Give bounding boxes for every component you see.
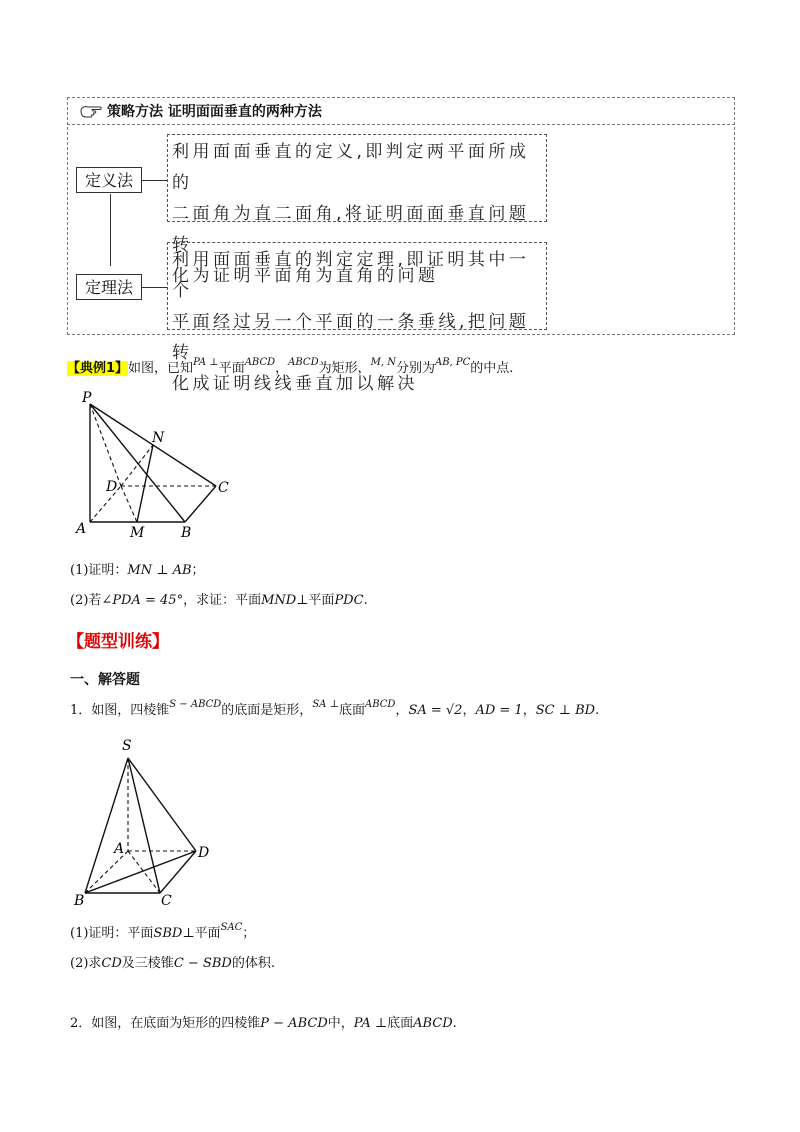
edge-PB <box>90 404 185 522</box>
problem1-question2: (2)求CD及三棱锥C − SBD的体积. <box>70 956 275 971</box>
vertex-label-C: C <box>218 480 229 496</box>
problem2-statement: 2．如图，在底面为矩形的四棱锥P − ABCD中，PA ⊥底面ABCD. <box>70 1016 457 1031</box>
vertex-label-P: P <box>82 390 92 406</box>
method-label-theorem: 定理法 <box>76 274 142 300</box>
method-label-definition: 定义法 <box>76 167 142 193</box>
example1-statement: 【典例1】如图，已知$^{PA \perp}$平面$^{ABCD}$，$^{ABCD}$为矩形，$^{M, N}$分别为$^{AB, PC}$的中点. <box>67 357 514 376</box>
segment-DM <box>121 486 137 522</box>
example1-tag: 【典例1】 <box>67 361 129 376</box>
problem1-figure <box>70 733 230 913</box>
example1-figure <box>70 390 250 550</box>
method-desc-line: 平面经过另一个平面的一条垂线,把问题转 <box>172 312 530 363</box>
strategy-title-text: 策略方法 证明面面垂直的两种方法 <box>107 104 322 120</box>
practice-heading: 【题型训练】 <box>67 632 169 652</box>
connector-definition <box>142 180 168 181</box>
vertex-label-C: C <box>161 893 172 909</box>
connector-theorem <box>142 287 168 288</box>
vertex-label-A: A <box>76 521 87 537</box>
edge-SC <box>128 758 160 893</box>
tree-trunk-line <box>110 194 111 266</box>
edge-BC <box>185 486 216 522</box>
problem1-statement: 1．如图，四棱锥$^{S - ABCD}$的底面是矩形，$^{SA \perp}$底面$^{ABCD}$，SA = √2，AD = 1，SC ⊥ BD. <box>70 699 600 718</box>
section-heading: 一、解答题 <box>70 672 140 688</box>
edge-SD <box>128 758 196 851</box>
vertex-label-D: D <box>198 845 210 861</box>
pointing-hand-icon <box>80 104 102 118</box>
edge-PD <box>90 404 121 486</box>
example1-question1: (1)证明：MN ⊥ AB； <box>70 563 205 578</box>
diagonal-BD <box>85 851 196 893</box>
vertex-label-B: B <box>181 525 192 541</box>
segment-MN <box>137 445 153 522</box>
vertex-label-S: S <box>122 738 132 754</box>
vertex-label-B: B <box>74 893 85 909</box>
problem1-question1: (1)证明：平面SBD⊥平面$^{SAC}$； <box>70 922 256 941</box>
method-desc-line: 二面角为直二面角,将证明面面垂直问题转 <box>172 204 530 255</box>
vertex-label-D: D <box>106 479 118 495</box>
vertex-label-M: M <box>130 525 145 541</box>
method-desc-line: 利用面面垂直的判定定理,即证明其中一个 <box>172 250 530 301</box>
method-desc-line: 化成证明线线垂直加以解决 <box>172 374 418 394</box>
method-desc-line: 化为证明平面角为直角的问题 <box>172 266 439 286</box>
vertex-label-N: N <box>152 430 165 446</box>
method-desc-line: 利用面面垂直的定义,即判定两平面所成的 <box>172 142 530 193</box>
strategy-title <box>80 101 322 121</box>
vertex-label-A: A <box>114 841 125 857</box>
strategy-header-divider <box>67 124 735 125</box>
example1-question2: (2)若∠PDA = 45°，求证：平面MND⊥平面PDC. <box>70 593 368 608</box>
